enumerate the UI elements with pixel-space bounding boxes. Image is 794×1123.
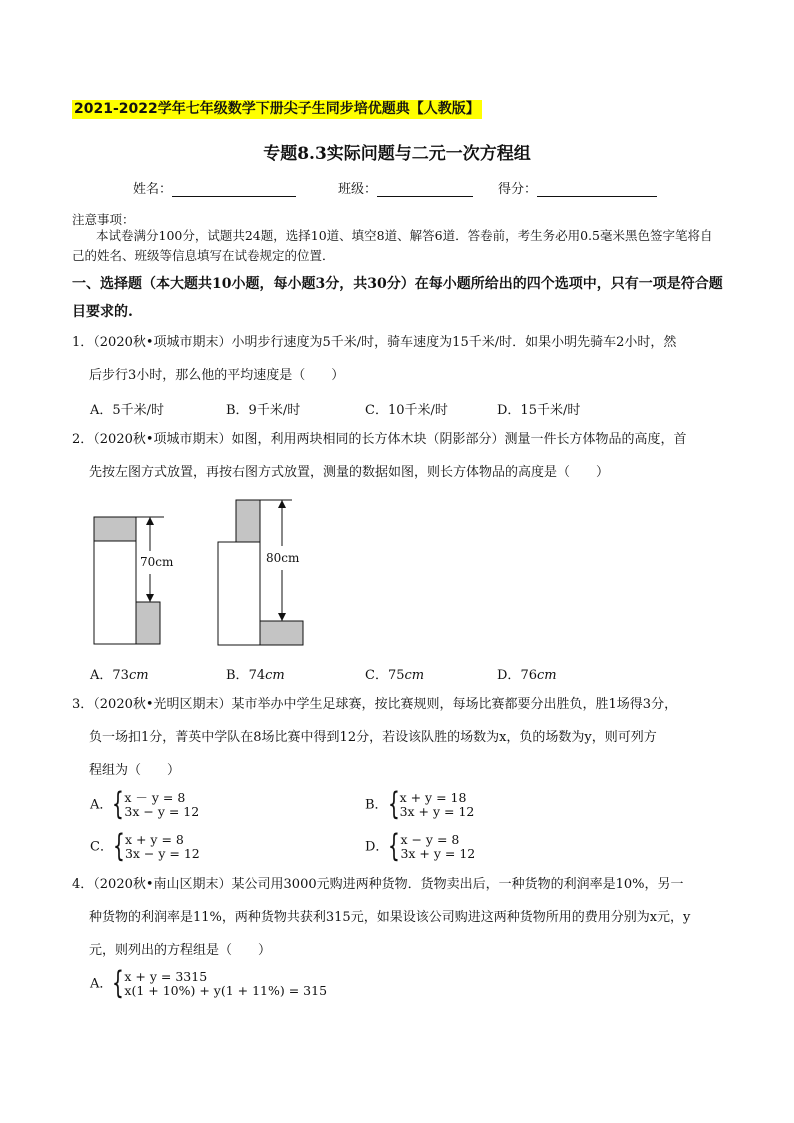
question-1 [72,326,732,392]
notice-body: 本试卷满分100分，试题共24题，选择10道、填空8道、解答6道．答卷前，考生务必用0.5毫米黑色签字笔将自己的姓名、班级等信息填写在试卷规定的位置． [72,228,713,263]
name-label: 姓名： [133,182,173,197]
q4-option-a-system [112,965,328,1001]
right-bottom-block [260,621,303,645]
q3-option-d-eq2: 3x + y = 12 [400,846,476,861]
left-arrow-down-head [146,594,154,602]
q3-option-c-eq1: x + y = 8 [124,832,184,847]
brace-icon: { [112,786,125,822]
q3-line3: 程组为（ ） [89,763,181,778]
q4-line2: 种货物的利润率是11%，两种货物共获利315元，如果设该公司购进这两种货物所用的费用分别为x元，y [89,910,691,925]
q2-option-d[interactable] [497,664,557,683]
q3-option-a-letter: A． [90,797,113,813]
q4-option-a-eq1: x + y = 3315 [124,969,208,984]
brace-icon: { [112,828,125,864]
q4-line3: 元，则列出的方程组是（ ） [89,943,272,958]
series-banner: 2021-2022学年七年级数学下册尖子生同步培优题典【人教版】 [74,101,480,117]
q3-option-c-letter: C． [90,839,113,855]
q1-line2: 后步行3小时，那么他的平均速度是（ ） [89,368,345,383]
q2-option-d-unit: cm [536,668,557,683]
question-4 [72,868,732,967]
q2-option-a[interactable] [90,664,149,683]
q3-option-d[interactable] [365,828,476,864]
class-blank[interactable] [377,183,473,197]
q3-option-c[interactable] [90,828,200,864]
q2-option-d-letter: D． [497,668,521,683]
q2-option-a-letter: A． [90,668,113,683]
name-blank[interactable] [172,183,296,197]
left-arrow-up-head [146,517,154,525]
q3-option-b-eq1: x + y = 18 [399,790,467,805]
brace-icon: { [388,828,401,864]
section-heading: 一、选择题（本大题共10小题，每小题3分，共30分）在每小题所给出的四个选项中，只有一项是符合题目要求的. [72,276,723,320]
score-label: 得分： [498,182,538,197]
q3-option-b-eq2: 3x + y = 12 [399,804,475,819]
page-title: 专题8.3实际问题与二元一次方程组 [263,144,531,164]
question-2 [72,423,732,489]
q3-option-d-letter: D． [365,839,389,855]
right-measure-label: 80cm [266,551,300,565]
q2-line2: 先按左图方式放置，再按右图方式放置，测量的数据如图，则长方体物品的高度是（ ） [89,465,610,480]
left-bottom-block [136,602,160,644]
q1-option-d[interactable]: D．15千米/时 [497,403,581,418]
left-top-block [94,517,136,541]
q3-option-b[interactable] [365,786,475,822]
q2-option-c-unit: cm [404,668,425,683]
q3-option-a-eq2: 3x − y = 12 [124,804,200,819]
q3-option-d-system [388,828,476,864]
q2-option-b-unit: cm [265,668,285,683]
q3-option-a-eq1: x － y = 8 [124,790,186,805]
q3-line1: 3．（2020秋•光明区期末）某市举办中学生足球赛，按比赛规则，每场比赛都要分出胜负，胜1场得3分， [72,697,678,712]
q2-line1: 2．（2020秋•项城市期末）如图，利用两块相同的长方体木块（阴影部分）测量一件长方体物品的高度，首 [72,432,687,447]
q4-line1: 4．（2020秋•南山区期末）某公司用3000元购进两种货物．货物卖出后，一种货物的利润率是10%，另一 [72,877,684,892]
q1-line1: 1．（2020秋•项城市期末）小明步行速度为5千米/时，骑车速度为15千米/时．如果小明先骑车2小时，然 [72,335,677,350]
q2-figure [88,496,318,656]
q2-option-c-value: 75 [387,668,405,683]
q3-option-a-system [112,786,200,822]
name-field[interactable] [133,178,296,197]
q4-option-a-eq2: x(1 + 10%) + y(1 + 11%) = 315 [124,983,328,998]
q3-option-c-system [112,828,200,864]
q3-option-b-system [387,786,475,822]
q3-option-b-letter: B． [365,797,388,813]
q1-option-b[interactable]: B．9千米/时 [226,403,301,418]
q2-option-a-value: 73 [112,668,129,683]
q2-option-b-value: 74 [248,668,266,683]
question-3 [72,688,732,787]
q1-option-a[interactable]: A．5千米/时 [90,403,165,418]
q3-option-d-eq1: x − y = 8 [400,832,460,847]
right-arrow-up-head [278,500,286,508]
right-arrow-down-head [278,613,286,621]
score-blank[interactable] [537,183,657,197]
q3-line2: 负一场扣1分，菁英中学队在8场比赛中得到12分，若设该队胜的场数为x，负的场数为y，则可列方 [89,730,657,745]
q1-option-c[interactable]: C．10千米/时 [365,403,448,418]
right-top-block [236,500,260,542]
q3-option-c-eq2: 3x − y = 12 [124,846,200,861]
class-label: 班级： [338,182,378,197]
q2-option-d-value: 76 [520,668,537,683]
left-object [94,541,136,644]
q2-option-a-unit: cm [128,668,149,683]
notice-heading: 注意事项： [72,212,135,227]
q3-option-a[interactable] [90,786,200,822]
brace-icon: { [387,786,400,822]
class-field[interactable] [338,178,473,197]
q4-option-a[interactable] [90,965,328,1001]
q2-option-b-letter: B． [226,668,249,683]
score-field[interactable] [498,178,657,197]
brace-icon: { [112,965,125,1001]
q2-option-c[interactable] [365,664,424,683]
right-object [218,542,260,645]
left-measure-label: 70cm [140,555,174,569]
q2-option-b[interactable] [226,664,285,683]
q2-option-c-letter: C． [365,668,388,683]
q4-option-a-letter: A． [90,976,113,992]
